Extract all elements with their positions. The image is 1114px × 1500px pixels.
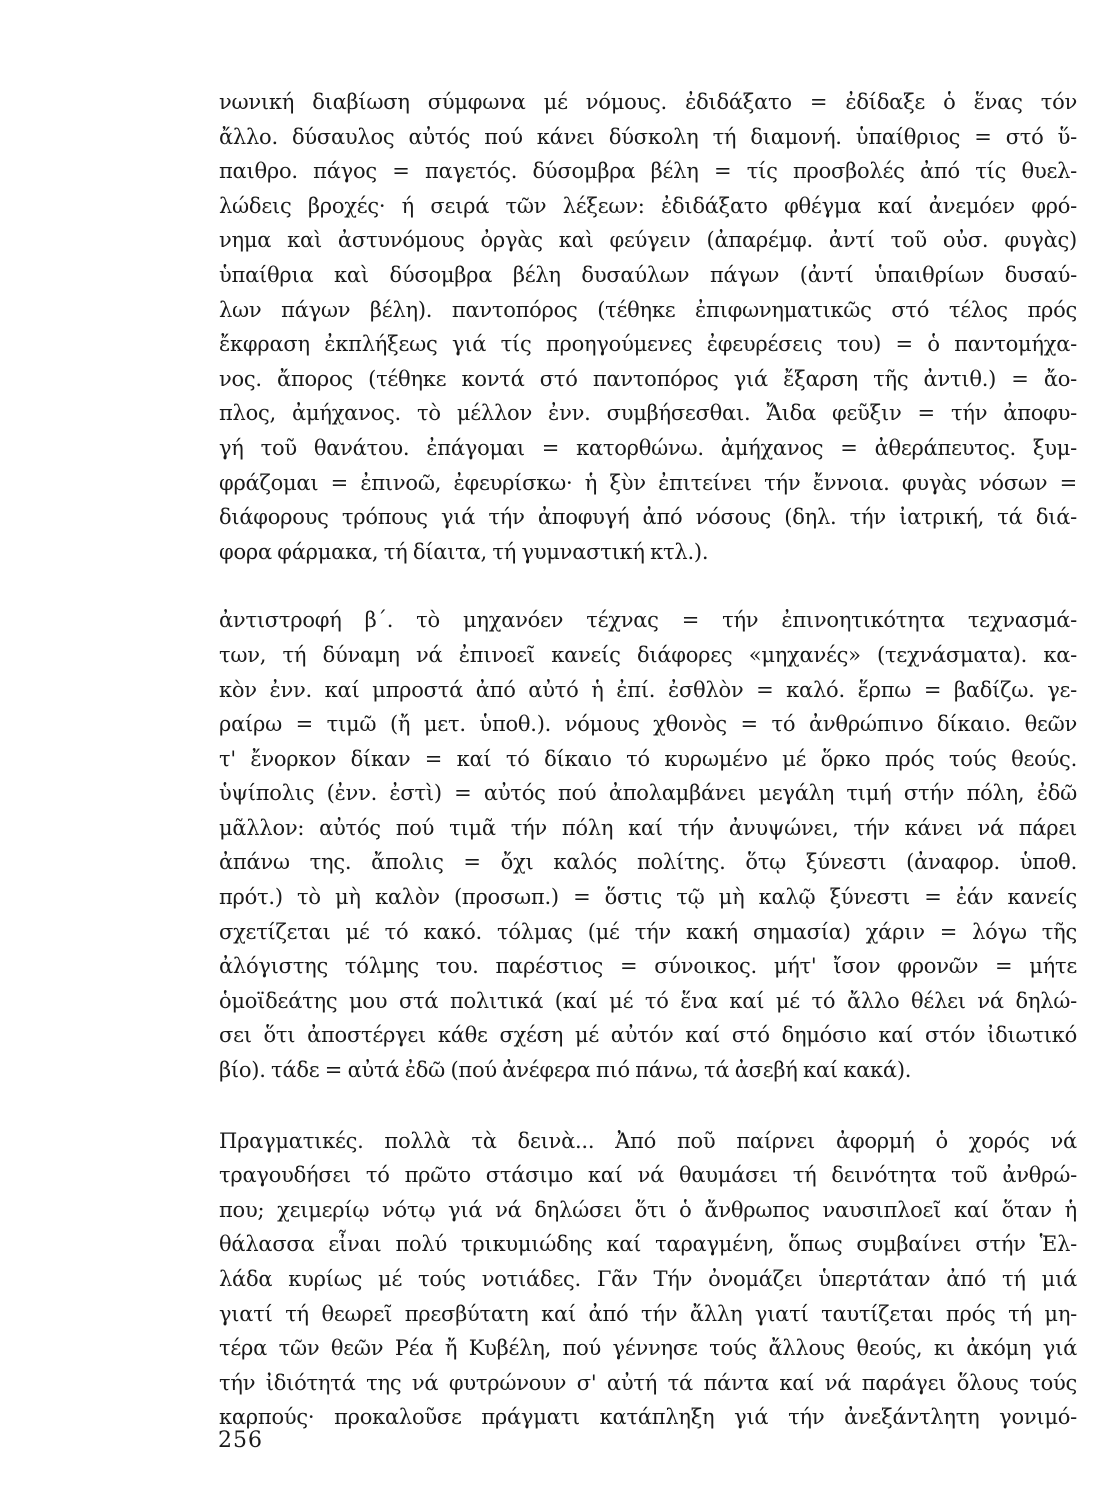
text-line: τραγουδήσει τό πρῶτο στάσιμο καί νά θαυμάσει τή δεινότητα τοῦ ἀνθρώ- (219, 1163, 1077, 1188)
text-line: σχετίζεται μέ τό κακό. τόλμας (μέ τήν κακή σημασία) χάριν = λόγω τῆς (219, 919, 1077, 944)
paragraph-spacer (219, 1088, 1077, 1124)
text-line: νος. ἄπορος (τέθηκε κοντά στό παντοπόρος γιά ἔξαρση τῆς ἀντιθ.) = ἄο- (219, 366, 1077, 391)
text-line: γιατί τή θεωρεῖ πρεσβύτατη καί ἀπό τήν ἄλλη γιατί ταυτίζεται πρός τή μη- (219, 1301, 1077, 1326)
text-line: νωνική διαβίωση σύμφωνα μέ νόμους. ἐδιδάξατο = ἐδίδαξε ὁ ἕνας τόν (219, 90, 1077, 114)
text-line: των, τή δύναμη νά ἐπινοεῖ κανείς διάφορες «μηχανές» (τεχνάσματα). κα- (219, 642, 1077, 667)
text-line: λων πάγων βέλη). παντοπόρος (τέθηκε ἐπιφωνηματικῶς στό τέλος πρός (219, 297, 1077, 322)
paragraph-spacer (219, 569, 1077, 603)
text-line: γή τοῦ θανάτου. ἐπάγομαι = κατορθώνω. ἀμήχανος = ἀθεράπευτος. ξυμ- (219, 435, 1077, 460)
text-line: ἔκφραση ἐκπλήξεως γιά τίς προηγούμενες ἐφευρέσεις του) = ὁ παντομήχα- (219, 332, 1077, 357)
text-line: Πραγματικές. πολλὰ τὰ δεινὰ... Ἀπό ποῦ παίρνει ἀφορμή ὁ χορός νά (219, 1128, 1077, 1153)
text-line: πρότ.) τὸ μὴ καλὸν (προσωπ.) = ὅστις τῷ μὴ καλῷ ξύνεστι = ἐάν κανείς (219, 885, 1077, 910)
text-line: βίο). τάδε = αὐτά ἐδῶ (πού ἀνέφερα πιό πάνω, τά ἀσεβή καί κακά). (219, 1058, 912, 1083)
text-line: θάλασσα εἶναι πολύ τρικυμιώδης καί ταραγμένη, ὅπως συμβαίνει στήν Ἑλ- (219, 1232, 1077, 1257)
page-text (219, 85, 1077, 1435)
text-line: ραίρω = τιμῶ (ἤ μετ. ὑποθ.). νόμους χθονὸς = τό ἀνθρώπινο δίκαιο. θεῶν (219, 712, 1077, 737)
text-line: που; χειμερίῳ νότῳ γιά νά δηλώσει ὅτι ὁ ἄνθρωπος ναυσιπλοεῖ καί ὅταν ἡ (219, 1197, 1077, 1222)
text-line: ὁμοϊδεάτης μου στά πολιτικά (καί μέ τό ἕνα καί μέ τό ἄλλο θέλει νά δηλώ- (219, 988, 1077, 1013)
text-line: ἀντιστροφή β΄. τὸ μηχανόεν τέχνας = τήν ἐπινοητικότητα τεχνασμά- (219, 608, 1077, 633)
text-line: πλος, ἀμήχανος. τὸ μέλλον ἐνν. συμβήσεσθαι. Ἄιδα φεῦξιν = τήν ἀποφυ- (219, 401, 1077, 426)
text-line: ὑψίπολις (ἐνν. ἐστὶ) = αὐτός πού ἀπολαμβάνει μεγάλη τιμή στήν πόλη, ἐδῶ (219, 781, 1077, 806)
page-number: 256 (218, 1428, 263, 1453)
text-line: ὑπαίθρια καὶ δύσομβρα βέλη δυσαύλων πάγων (ἀντί ὑπαιθρίων δυσαύ- (219, 262, 1077, 287)
text-line: τήν ἰδιότητά της νά φυτρώνουν σ' αὐτή τά πάντα καί νά παράγει ὅλους τούς (219, 1370, 1077, 1395)
text-line: φορα φάρμακα, τή δίαιτα, τή γυμναστική κτλ.). (219, 539, 709, 564)
paragraph-antistrophe (219, 603, 1077, 1087)
text-line: ἀπάνω της. ἄπολις = ὄχι καλός πολίτης. ὅτῳ ξύνεστι (ἀναφορ. ὑποθ. (219, 850, 1077, 875)
text-line: νημα καὶ ἀστυνόμους ὀργὰς καὶ φεύγειν (ἀπαρέμφ. ἀντί τοῦ οὐσ. φυγὰς) (219, 228, 1077, 253)
text-line: φράζομαι = ἐπινοῶ, ἐφευρίσκω· ἡ ξὺν ἐπιτείνει τήν ἔννοια. φυγὰς νόσων = (219, 470, 1077, 495)
paragraph-glossary-1 (219, 85, 1077, 569)
text-line: κὸν ἐνν. καί μπροστά ἀπό αὐτό ἡ ἐπί. ἐσθλὸν = καλό. ἕρπω = βαδίζω. γε- (219, 677, 1077, 702)
text-line: λάδα κυρίως μέ τούς νοτιάδες. Γᾶν Τήν ὀνομάζει ὑπερτάταν ἀπό τή μιά (219, 1267, 1077, 1291)
text-line: ἀλόγιστης τόλμης του. παρέστιος = σύνοικος. μήτ' ἴσον φρονῶν = μήτε (219, 954, 1077, 979)
text-line: διάφορους τρόπους γιά τήν ἀποφυγή ἀπό νόσους (δηλ. τήν ἰατρική, τά διά- (219, 505, 1077, 530)
text-line: μᾶλλον: αὐτός πού τιμᾶ τήν πόλη καί τήν ἀνυψώνει, τήν κάνει νά πάρει (219, 815, 1077, 840)
text-line: παιθρο. πάγος = παγετός. δύσομβρα βέλη = τίς προσβολές ἀπό τίς θυελ- (219, 159, 1077, 184)
text-line: ἄλλο. δύσαυλος αὐτός πού κάνει δύσκολη τή διαμονή. ὑπαίθριος = στό ὕ- (219, 124, 1077, 149)
text-line: καρπούς· προκαλοῦσε πράγματι κατάπληξη γιά τήν ἀνεξάντλητη γονιμό- (219, 1405, 1077, 1430)
paragraph-pragmatikes (219, 1124, 1077, 1435)
text-line: τέρα τῶν θεῶν Ρέα ἤ Κυβέλη, πού γέννησε τούς ἄλλους θεούς, κι ἀκόμη γιά (219, 1336, 1077, 1361)
text-line: τ' ἔνορκον δίκαν = καί τό δίκαιο τό κυρωμένο μέ ὅρκο πρός τούς θεούς. (219, 746, 1077, 771)
text-line: λώδεις βροχές· ή σειρά τῶν λέξεων: ἐδιδάξατο φθέγμα καί ἀνεμόεν φρό- (219, 193, 1077, 218)
text-line: σει ὅτι ἀποστέργει κάθε σχέση μέ αὐτόν καί στό δημόσιο καί στόν ἰδιωτικό (219, 1023, 1077, 1048)
